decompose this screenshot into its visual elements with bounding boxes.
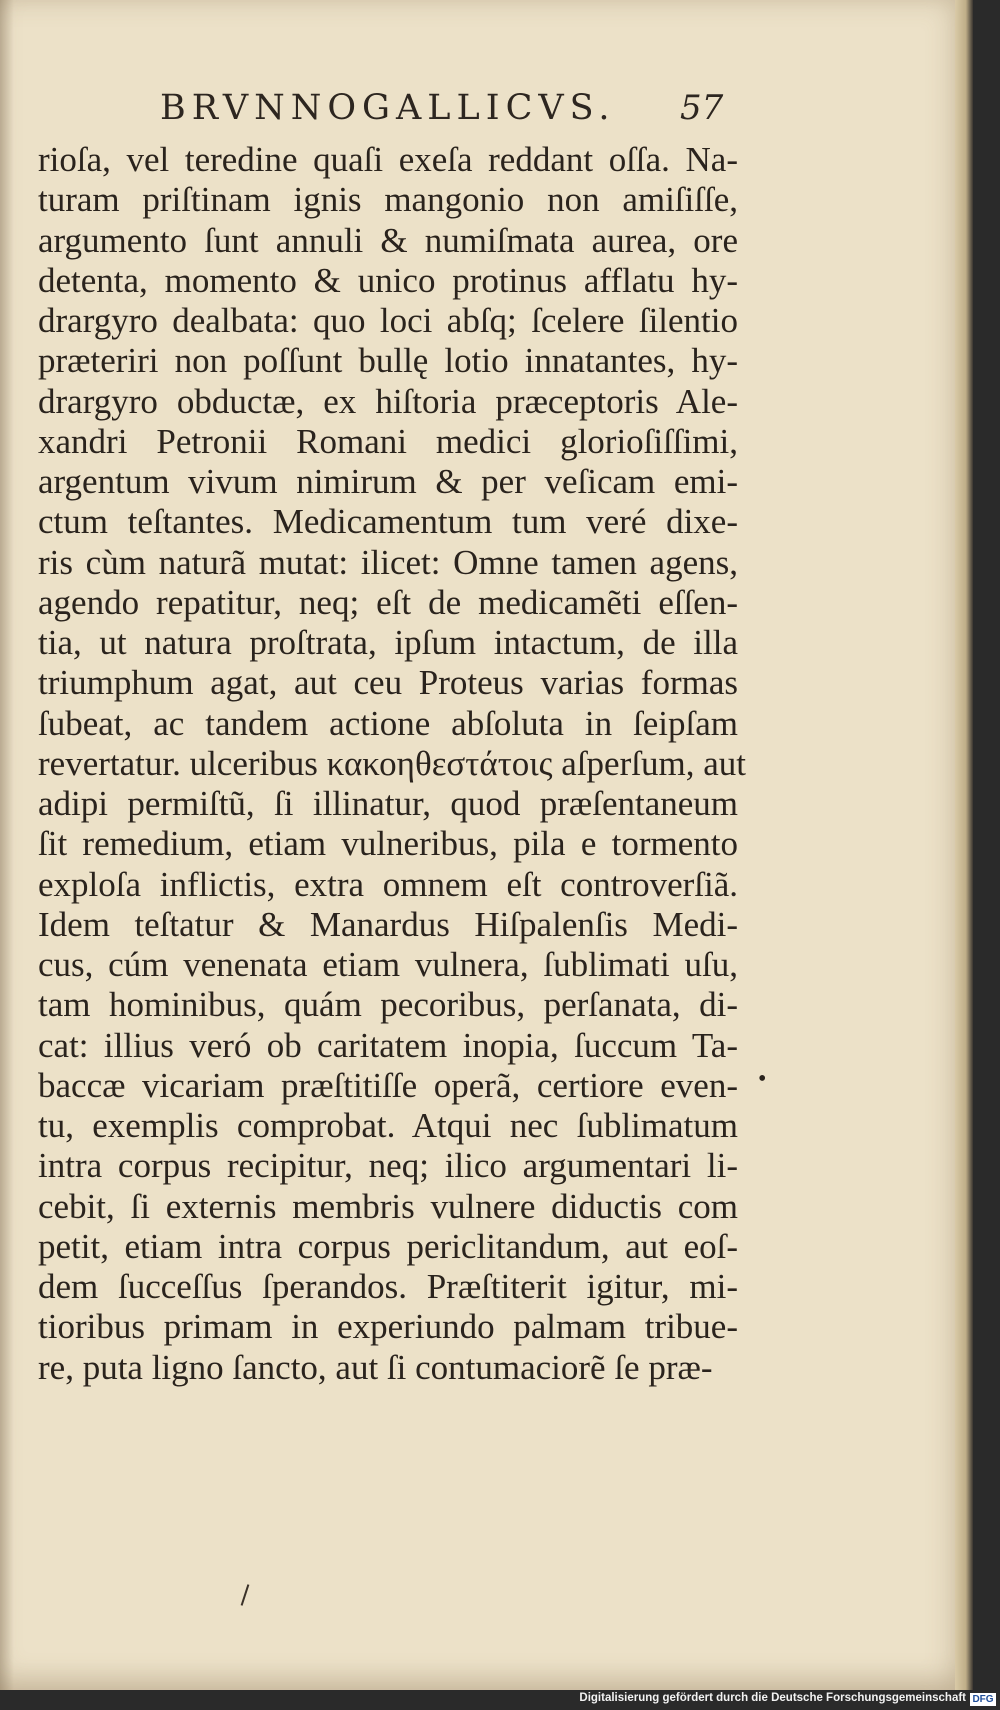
text-line: dem ſucceſſus ſperandos. Præſtiterit igitur, mi- [38,1267,738,1306]
text-line: ris cùm naturã mutat: ilicet: Omne tamen agens, [38,542,738,582]
text-line: revertatur. ulceribus κακοηθεστάτοις aſperſum, aut [38,743,746,783]
text-line: triumphum agat, aut ceu Proteus varias formas [38,663,738,703]
funding-credit: Digitalisierung gefördert durch die Deutsche Forschungsgemeinschaft [579,1692,966,1704]
dfg-logo: DFG [970,1693,996,1706]
text-line: drargyro dealbata: quo loci abſq; ſcelere ſilentio [38,301,738,340]
text-line: turam priſtinam ignis mangonio non amiſiſſe, [38,180,738,220]
body-text [38,140,746,1388]
ink-mark [241,1584,250,1606]
gutter-shadow [0,0,14,1690]
margin-mark: • [758,1066,767,1092]
text-line: intra corpus recipitur, neq; ilico argumentari li- [38,1146,738,1186]
text-line: ctum teſtantes. Medicamentum tum veré dixe- [38,502,738,542]
text-line: ſit remedium, etiam vulneribus, pila e tormento [38,824,738,864]
text-line: adipi permiſtũ, ſi illinatur, quod præſentaneum [38,784,738,823]
text-line: argentum vivum nimirum & per veſicam emi- [38,462,738,501]
text-line: tia, ut natura proſtrata, ipſum intactum, de illa [38,623,738,662]
text-line: re, puta ligno ſancto, aut ſi contumaciorẽ ſe præ- [38,1347,713,1387]
text-line: drargyro obductæ, ex hiſtoria præceptoris Ale- [38,381,738,421]
text-line: tu, exemplis comprobat. Atqui nec ſublimatum [38,1106,738,1145]
text-line: cat: illius veró ob caritatem inopia, ſuccum Ta- [38,1025,738,1065]
text-line: Idem teſtatur & Manardus Hiſpalenſis Medi- [38,904,738,944]
text-line: argumento ſunt annuli & numiſmata aurea, ore [38,220,738,260]
text-line: xandri Petronii Romani medici glorioſiſſimi, [38,421,738,461]
text-line: tam hominibus, quám pecoribus, perſanata, di- [38,985,738,1025]
text-line: ſubeat, ac tandem actione abſoluta in ſeipſam [38,703,738,743]
digitization-footer [0,1690,1000,1710]
text-line: præteriri non poſſunt bullę lotio innatantes, hy- [38,341,738,381]
text-line: petit, etiam intra corpus periclitandum, aut eoſ- [38,1226,738,1266]
text-line: tioribus primam in experiundo palmam tribue- [38,1307,738,1347]
page-edge [955,0,973,1692]
text-line: detenta, momento & unico protinus afflatu hy- [38,260,738,300]
text-line: cebit, ſi externis membris vulnere diductis com [38,1186,738,1226]
page-number: 57 [680,88,724,128]
page-header [160,88,750,138]
running-head: BRVNNOGALLICVS. [160,88,616,128]
text-line: rioſa, vel teredine quaſi exeſa reddant oſſa. Na- [38,140,738,179]
text-line: agendo repatitur, neq; eſt de medicamẽti eſſen- [38,582,738,622]
text-line: exploſa inflictis, extra omnem eſt controverſiã. [38,864,738,904]
text-line: cus, cúm venenata etiam vulnera, ſublimati uſu, [38,945,738,984]
text-line: baccæ vicariam præſtitiſſe operã, certiore even- [38,1065,738,1105]
